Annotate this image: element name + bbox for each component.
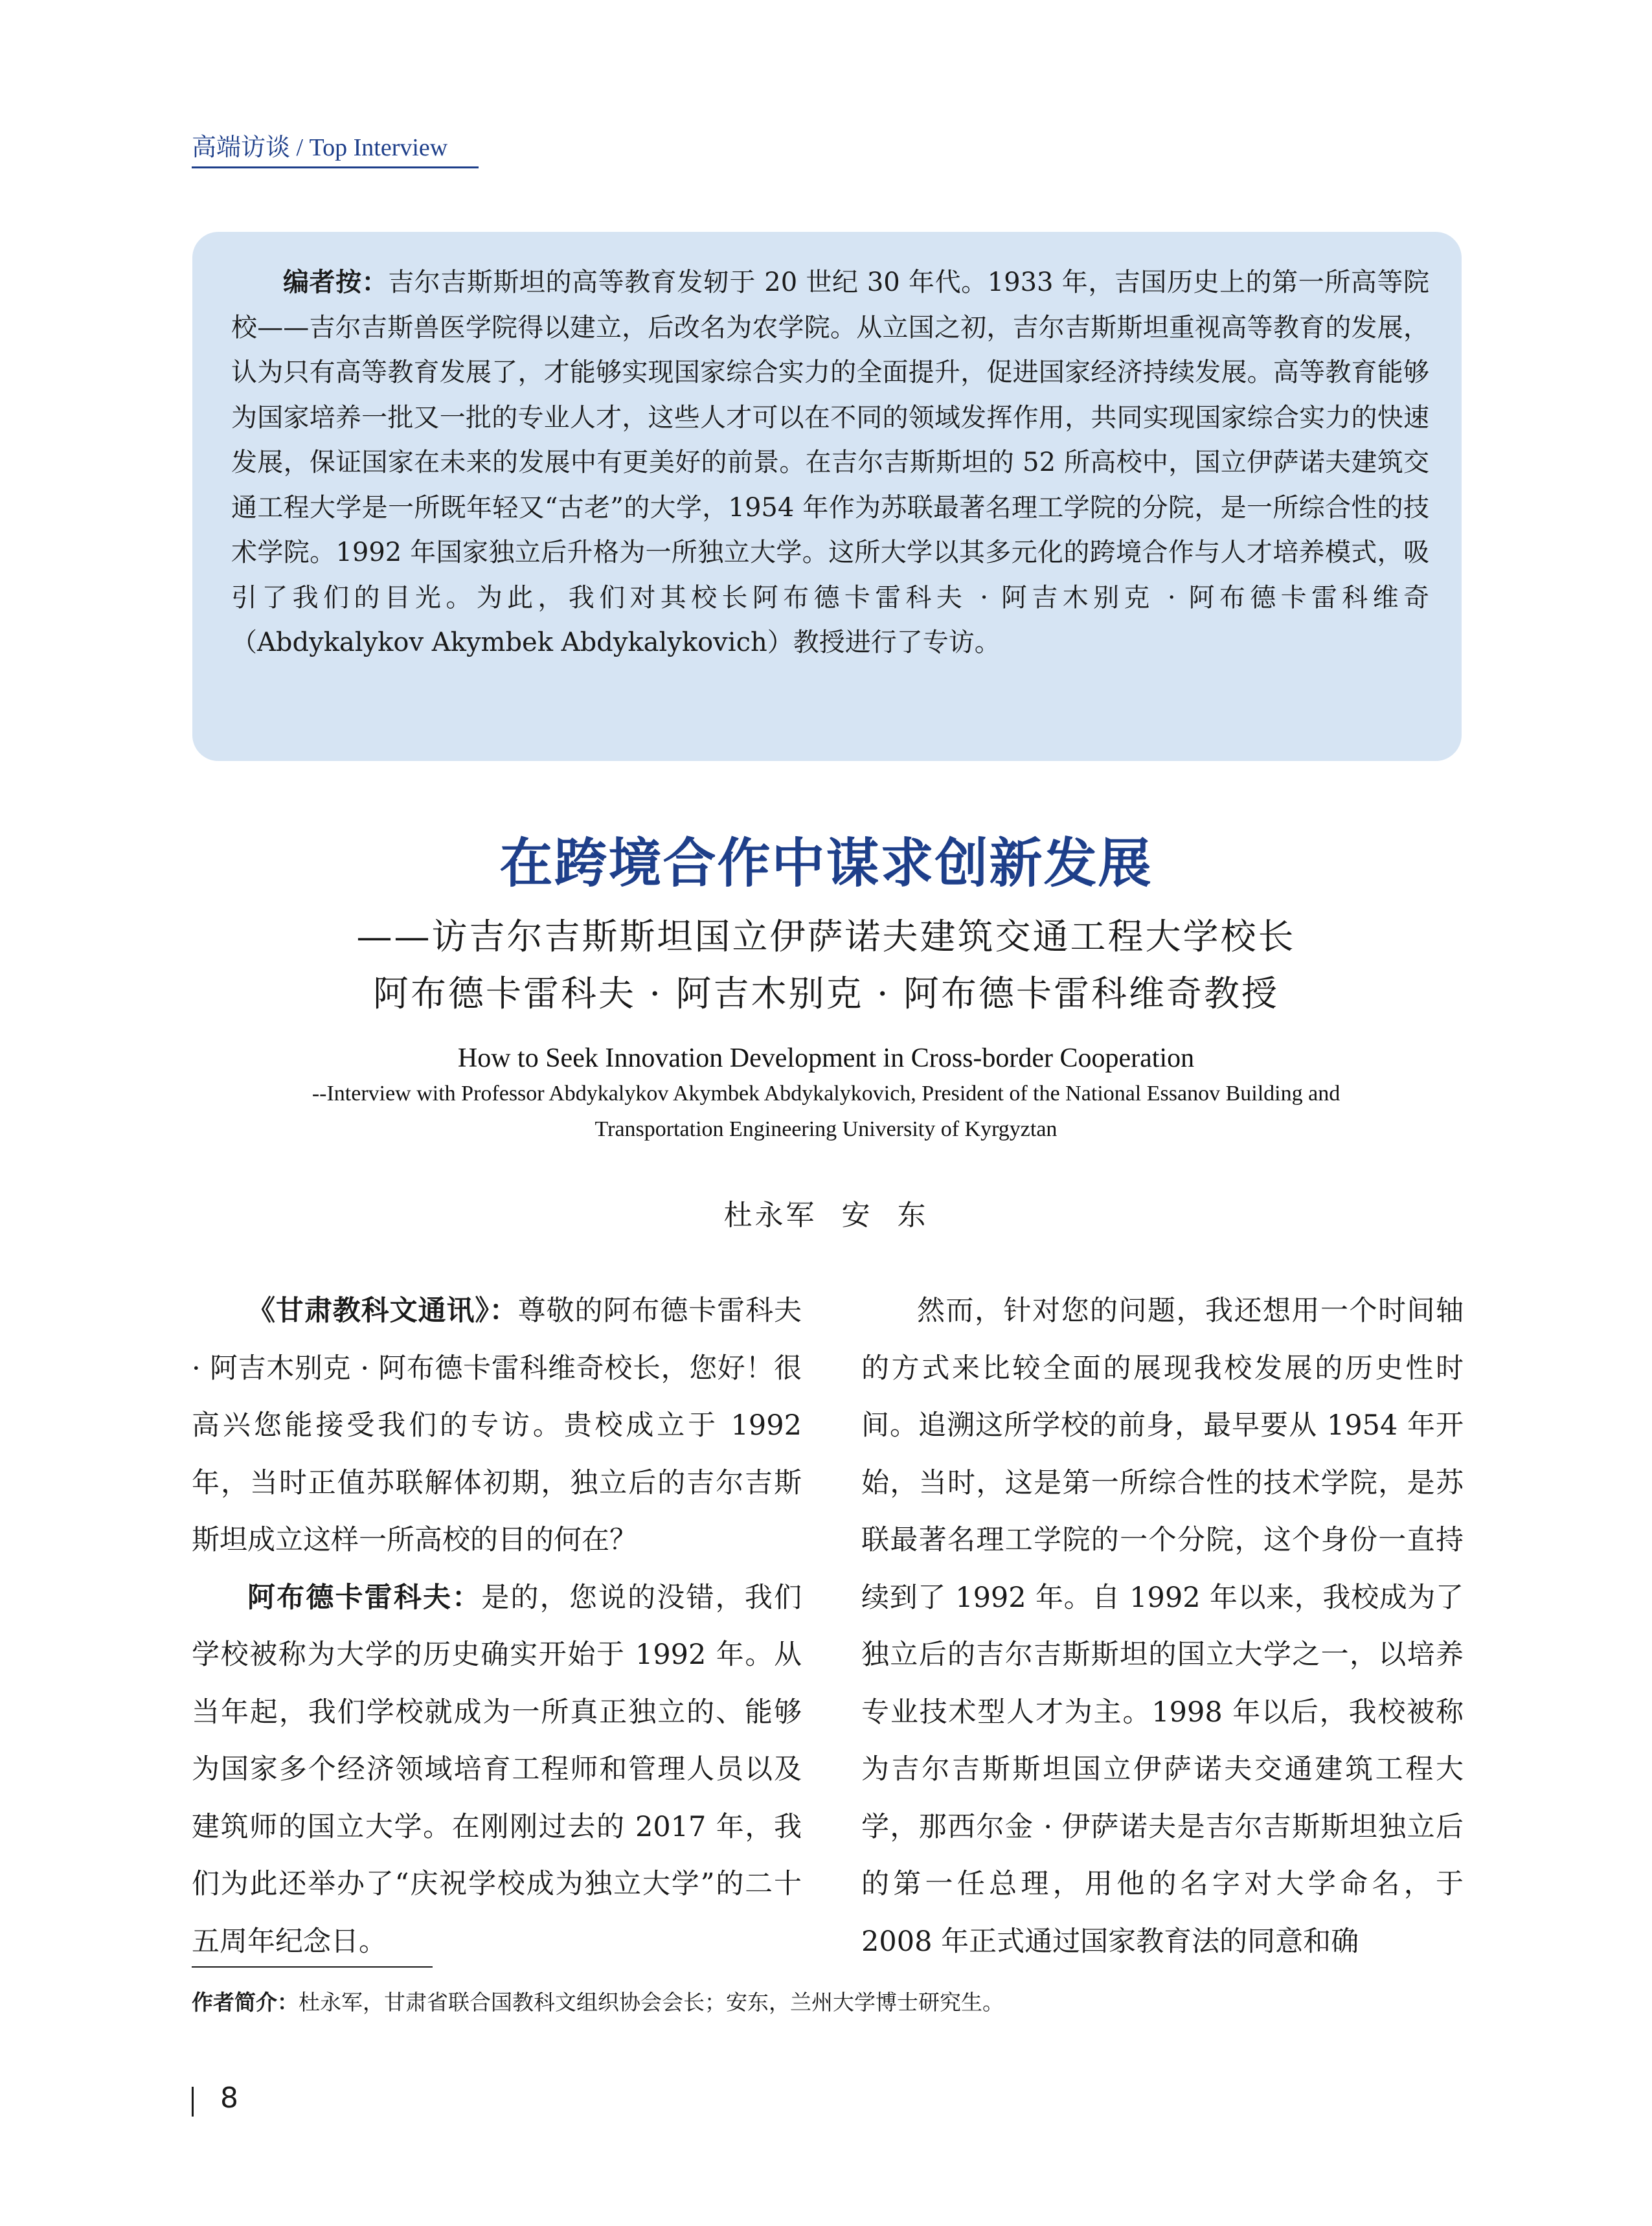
answer-continued-paragraph: 然而，针对您的问题，我还想用一个时间轴的方式来比较全面的展现我校发展的历史性时间。追溯这所学校的前身，最早要从 1954 年开始，当时，这是第一所综合性的技术学院，是苏联最著名理工学院的一个分院，这个身份一直持续到了 1992 年。自 1992 年以来，我校成为了独立后的吉尔吉斯斯坦的国立大学之一，以培养专业技术型人才为主。1998 年以后，我校被称为吉尔吉斯斯坦国立伊萨诺夫交通建筑工程大学，那西尔金 · 伊萨诺夫是吉尔吉斯斯坦独立后的第一任总理，用他的名字对大学命名，于 2008 年正式通过国家教育法的同意和确 [861, 1295, 1464, 1958]
footnote-divider [192, 1966, 433, 1968]
question-speaker: 《甘肃教科文通讯》： [247, 1295, 518, 1327]
english-subtitle-line1: --Interview with Professor Abdykalykov Akymbek Abdykalykovich, President of the National Essanov Building and [311, 1082, 1341, 1106]
article-title: 在跨境合作中谋求创新发展 [499, 833, 1153, 894]
footnote-text: 杜永军，甘肃省联合国教科文组织协会会长；安东，兰州大学博士研究生。 [299, 1990, 1004, 2015]
question-paragraph [192, 1282, 802, 1569]
editor-note-box [192, 232, 1462, 761]
authors: 杜永军 安 东 [723, 1199, 929, 1232]
answer-paragraph [192, 1569, 802, 1971]
question-text: 尊敬的阿布德卡雷科夫 · 阿吉木别克 · 阿布德卡雷科维奇校长，您好！很高兴您能接受我们的专访。贵校成立于 1992 年，当时正值苏联解体初期，独立后的吉尔吉斯斯坦成立这样一所高校的目的何在？ [192, 1295, 802, 1556]
header-underline [192, 166, 479, 168]
body-column-left [192, 1282, 802, 1970]
body-column-right [861, 1282, 1464, 1970]
editor-note [231, 260, 1429, 666]
editor-note-text: 吉尔吉斯斯坦的高等教育发轫于 20 世纪 30 年代。1933 年，吉国历史上的第一所高等院校——吉尔吉斯兽医学院得以建立，后改名为农学院。从立国之初，吉尔吉斯斯坦重视高等教育的发展，认为只有高等教育发展了，才能够实现国家综合实力的全面提升，促进国家经济持续发展。高等教育能够为国家培养一批又一批的专业人才，这些人才可以在不同的领域发挥作用，共同实现国家综合实力的快速发展，保证国家在未来的发展中有更美好的前景。在吉尔吉斯斯坦的 52 所高校中，国立伊萨诺夫建筑交通工程大学是一所既年轻又“古老”的大学，1954 年作为苏联最著名理工学院的分院，是一所综合性的技术学院。1992 年国家独立后升格为一所独立大学。这所大学以其多元化的跨境合作与人才培养模式，吸引了我们的目光。为此，我们对其校长阿布德卡雷科夫 · 阿吉木别克 · 阿布德卡雷科维奇（Abdykalykov Akymbek Abdykalykovich）教授进行了专访。 [231, 267, 1430, 657]
page-number: 8 [220, 2082, 238, 2115]
english-subtitle-line2: Transportation Engineering University of Kyrgyztan [594, 1117, 1058, 1141]
footnote-label: 作者简介： [192, 1990, 299, 2015]
footnote [192, 1986, 1004, 2016]
article-subtitle-line2: 阿布德卡雷科夫 · 阿吉木别克 · 阿布德卡雷科维奇教授 [373, 973, 1279, 1014]
editor-note-label: 编者按： [283, 267, 389, 297]
section-header: 高端访谈 / Top Interview [192, 134, 448, 161]
english-title: How to Seek Innovation Development in Cross-border Cooperation [457, 1043, 1195, 1073]
answer-speaker: 阿布德卡雷科夫： [247, 1581, 482, 1614]
article-subtitle-line1: ——访吉尔吉斯斯坦国立伊萨诺夫建筑交通工程大学校长 [356, 916, 1296, 957]
page-number-bar [192, 2087, 194, 2117]
answer-text: 是的，您说的没错，我们学校被称为大学的历史确实开始于 1992 年。从当年起，我们学校就成为一所真正独立的、能够为国家多个经济领域培育工程师和管理人员以及建筑师的国立大学。在刚刚过去的 2017 年，我们为此还举办了“庆祝学校成为独立大学”的二十五周年纪念日。 [192, 1581, 802, 1958]
